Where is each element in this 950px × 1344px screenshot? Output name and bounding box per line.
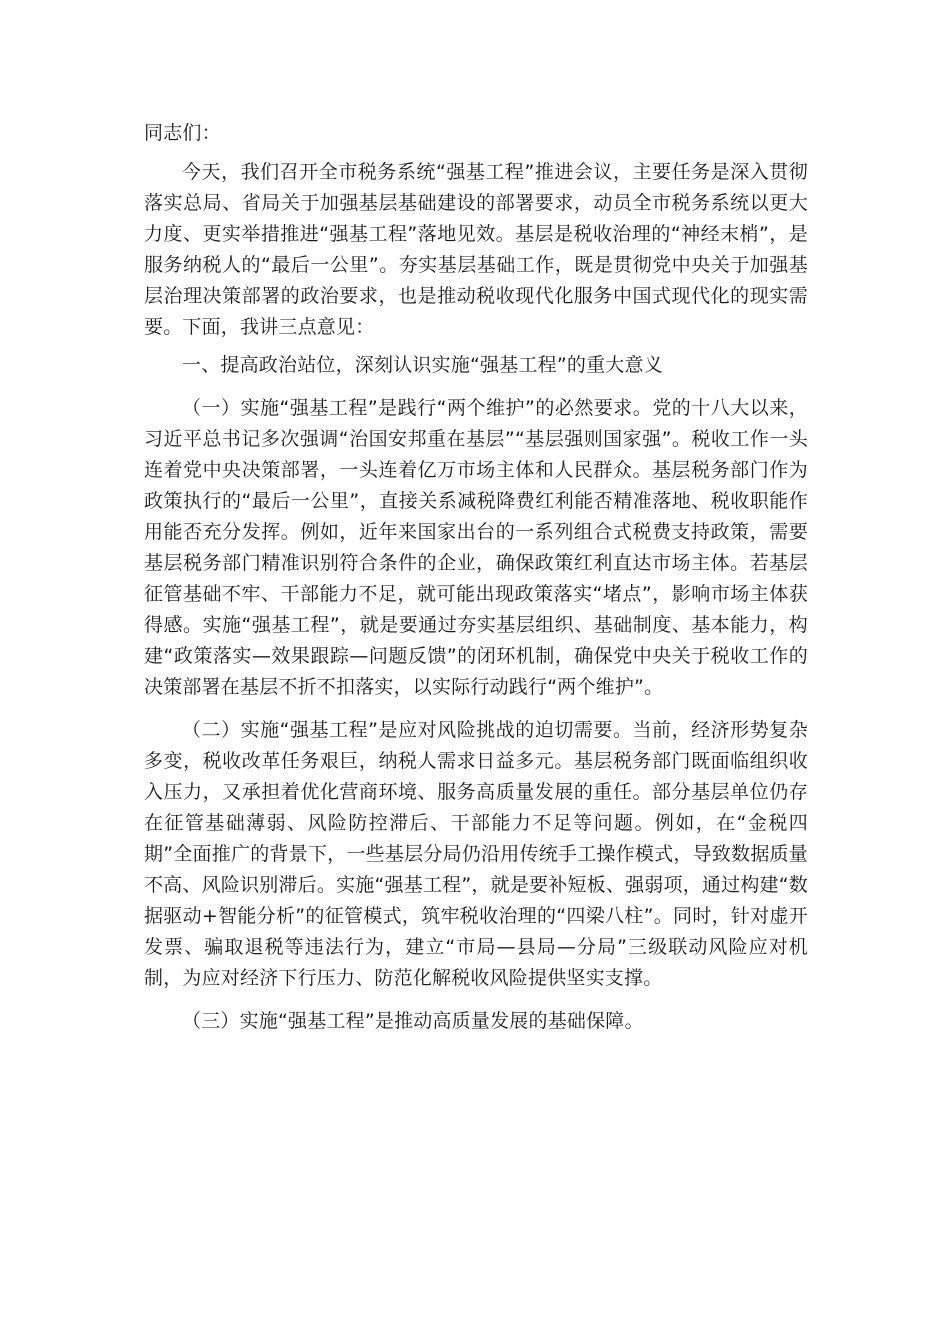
subsection-3-paragraph: [144, 1006, 808, 1037]
section-1-heading: 一、提高政治站位，深刻认识实施“强基工程”的重大意义: [182, 354, 663, 376]
subsection-1-paragraph: [144, 393, 808, 703]
subsection-2-title: （二）实施“强基工程”是应对风险挑战的迫切需要。: [182, 719, 633, 741]
subsection-2-paragraph: [144, 715, 808, 994]
document-page: [144, 118, 808, 1037]
intro-paragraph: 今天，我们召开全市税务系统“强基工程”推进会议，主要任务是深入贯彻落实总局、省局关于加强基层基础建设的部署要求，动员全市税务系统以更大力度、更实举措推进“强基工程”落地见效。基层是税收治理的“神经末梢”，是服务纳税人的“最后一公里”。夯实基层基础工作，既是贯彻党中央关于加强基层治理决策部署的政治要求，也是推动税收现代化服务中国式现代化的现实需要。下面，我讲三点意见：: [144, 161, 808, 338]
subsection-2-body: 当前，经济形势复杂多变，税收改革任务艰巨，纳税人需求日益多元。基层税务部门既面临组织收入压力，又承担着优化营商环境、服务高质量发展的重任。部分基层单位仍存在征管基础薄弱、风险防控滞后、干部能力不足等问题。例如，在“金税四期”全面推广的背景下，一些基层分局仍沿用传统手工操作模式，导致数据质量不高、风险识别滞后。实施“强基工程”，就是要补短板、强弱项，通过构建“数据驱动+智能分析”的征管模式，筑牢税收治理的“四梁八柱”。同时，针对虚开发票、骗取退税等违法行为，建立“市局—县局—分局”三级联动风险应对机制，为应对经济下行压力、防范化解税收风险提供坚实支撑。: [144, 719, 808, 989]
subsection-1-body: 党的十八大以来，习近平总书记多次强调“治国安邦重在基层”“基层强则国家强”。税收工作一头连着党中央决策部署，一头连着亿万市场主体和人民群众。基层税务部门作为政策执行的“最后一公里”，直接关系减税降费红利能否精准落地、税收职能作用能否充分发挥。例如，近年来国家出台的一系列组合式税费支持政策，需要基层税务部门精准识别符合条件的企业，确保政策红利直达市场主体。若基层征管基础不牢、干部能力不足，就可能出现政策落实“堵点”，影响市场主体获得感。实施“强基工程”，就是要通过夯实基层组织、基础制度、基本能力，构建“政策落实—效果跟踪—问题反馈”的闭环机制，确保党中央关于税收工作的决策部署在基层不折不扣落实，以实际行动践行“两个维护”。: [144, 397, 808, 698]
salutation: 同志们：: [144, 122, 221, 144]
subsection-1-title: （一）实施“强基工程”是践行“两个维护”的必然要求。: [182, 397, 653, 419]
subsection-3-title: （三）实施“强基工程”是推动高质量发展的基础保障。: [182, 1010, 644, 1032]
